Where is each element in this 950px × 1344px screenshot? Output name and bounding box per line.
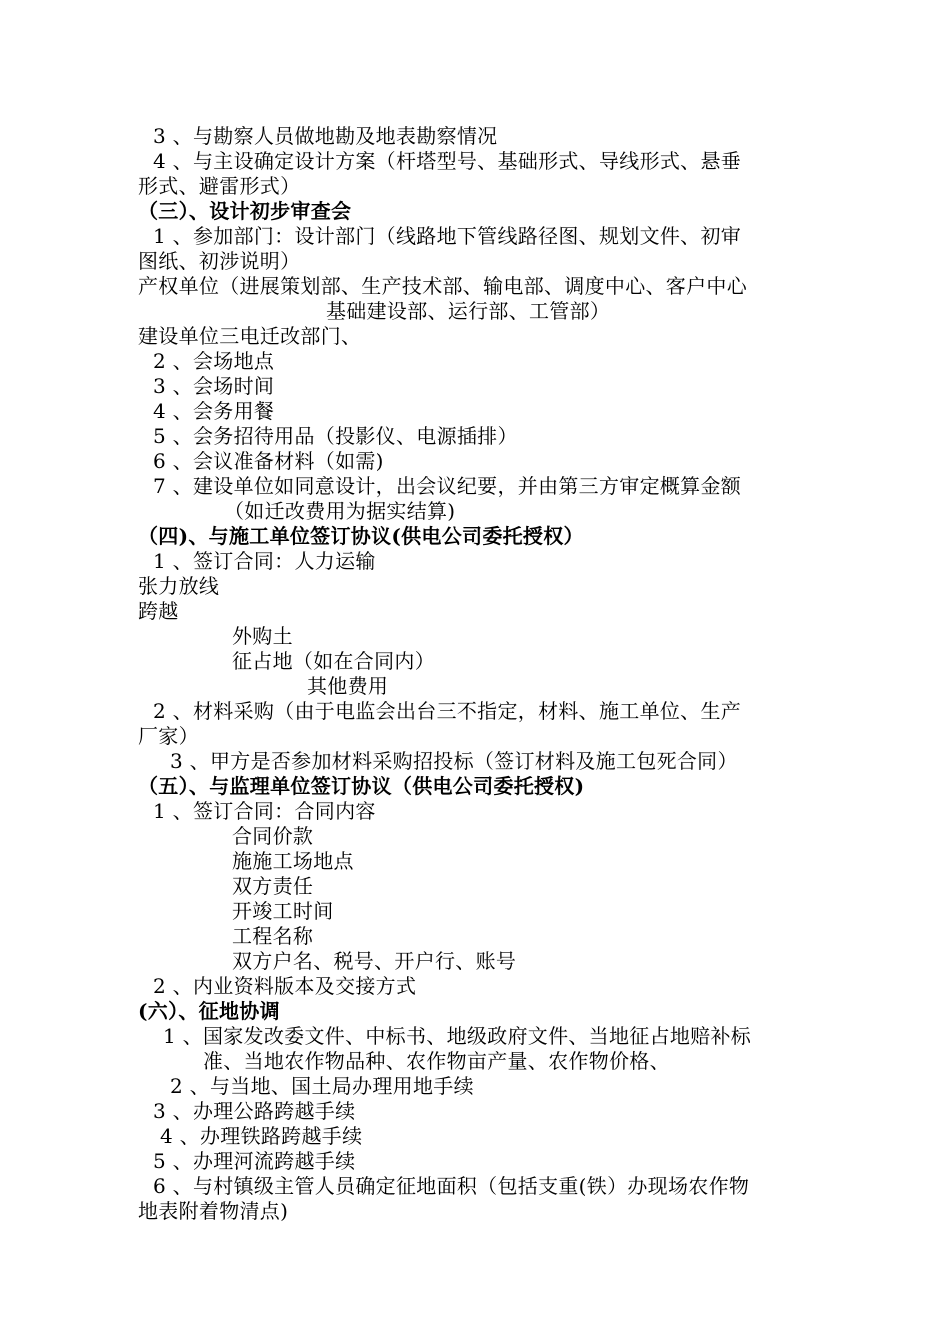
doc-line-bidding: 3 、甲方是否参加材料采购招投标（签订材料及施工包死合同） bbox=[170, 749, 738, 773]
doc-line-contract-price: 合同价款 bbox=[232, 824, 314, 848]
doc-line-railway-crossing: 4 、办理铁路跨越手续 bbox=[160, 1124, 363, 1148]
doc-line-contract-labor: 1 、签订合同：人力运输 bbox=[153, 549, 376, 573]
doc-line-property-unit: 产权单位（进展策划部、生产技术部、输电部、调度中心、客户中心 bbox=[138, 274, 747, 298]
doc-line-land-requisition: 征占地（如在合同内） bbox=[232, 649, 435, 673]
doc-line-meals: 4 、会务用餐 bbox=[153, 399, 275, 423]
doc-line-property-unit-cont: 基础建设部、运行部、工管部） bbox=[326, 299, 611, 323]
doc-line-land-area-cont: 地表附着物清点) bbox=[138, 1199, 289, 1223]
doc-line-project-name: 工程名称 bbox=[232, 924, 314, 948]
section-heading-6: (六）、征地协调 bbox=[138, 999, 280, 1023]
doc-line-minutes: 7 、建设单位如同意设计，出会议纪要，并由第三方审定概算金额 bbox=[153, 474, 742, 498]
doc-line-internal-docs: 2 、内业资料版本及交接方式 bbox=[153, 974, 417, 998]
doc-line-supplies: 5 、会务招待用品（投影仪、电源插排） bbox=[153, 424, 518, 448]
doc-line-tension-stringing: 张力放线 bbox=[138, 574, 220, 598]
doc-line-procurement-cont: 厂家） bbox=[138, 724, 199, 748]
doc-line-land-procedures: 2 、与当地、国土局办理用地手续 bbox=[170, 1074, 474, 1098]
doc-line-highway-crossing: 3 、办理公路跨越手续 bbox=[153, 1099, 356, 1123]
section-heading-5: （五）、与监理单位签订协议（供电公司委托授权) bbox=[138, 774, 585, 798]
doc-line-minutes-cont: （如迁改费用为据实结算) bbox=[224, 499, 456, 523]
doc-line-departments: 1 、参加部门：设计部门（线路地下管线路径图、规划文件、初审 bbox=[153, 224, 742, 248]
doc-line-crossing: 跨越 bbox=[138, 599, 179, 623]
section-heading-4: （四)、与施工单位签订协议(供电公司委托授权） bbox=[138, 524, 584, 548]
doc-line-survey: 3 、与勘察人员做地勘及地表勘察情况 bbox=[153, 124, 498, 148]
doc-line-site-location: 施施工场地点 bbox=[232, 849, 354, 873]
doc-line-design-plan-cont: 形式、避雷形式） bbox=[138, 174, 301, 198]
doc-line-schedule: 开竣工时间 bbox=[232, 899, 334, 923]
section-heading-3: （三）、设计初步审查会 bbox=[138, 199, 352, 223]
doc-line-responsibilities: 双方责任 bbox=[232, 874, 314, 898]
doc-line-purchased-soil: 外购土 bbox=[232, 624, 293, 648]
doc-line-contract-content: 1 、签订合同：合同内容 bbox=[153, 799, 376, 823]
doc-line-gov-docs: 1 、国家发改委文件、中标书、地级政府文件、当地征占地赔补标 bbox=[163, 1024, 752, 1048]
doc-line-land-area: 6 、与村镇级主管人员确定征地面积（包括支重(铁）办现场农作物 bbox=[153, 1174, 750, 1198]
doc-line-builder-unit: 建设单位三电迁改部门、 bbox=[138, 324, 362, 348]
doc-line-design-plan: 4 、与主设确定设计方案（杆塔型号、基础形式、导线形式、悬垂 bbox=[153, 149, 742, 173]
doc-line-departments-cont: 图纸、初涉说明） bbox=[138, 249, 301, 273]
doc-line-venue: 2 、会场地点 bbox=[153, 349, 275, 373]
doc-line-meeting-time: 3 、会场时间 bbox=[153, 374, 275, 398]
doc-line-materials: 6 、会议准备材料（如需) bbox=[153, 449, 384, 473]
doc-line-other-costs: 其他费用 bbox=[307, 674, 389, 698]
doc-line-account-info: 双方户名、税号、开户行、账号 bbox=[232, 949, 517, 973]
doc-line-procurement: 2 、材料采购（由于电监会出台三不指定，材料、施工单位、生产 bbox=[153, 699, 742, 723]
doc-line-river-crossing: 5 、办理河流跨越手续 bbox=[153, 1149, 356, 1173]
doc-line-gov-docs-cont: 准、当地农作物品种、农作物亩产量、农作物价格、 bbox=[203, 1049, 670, 1073]
